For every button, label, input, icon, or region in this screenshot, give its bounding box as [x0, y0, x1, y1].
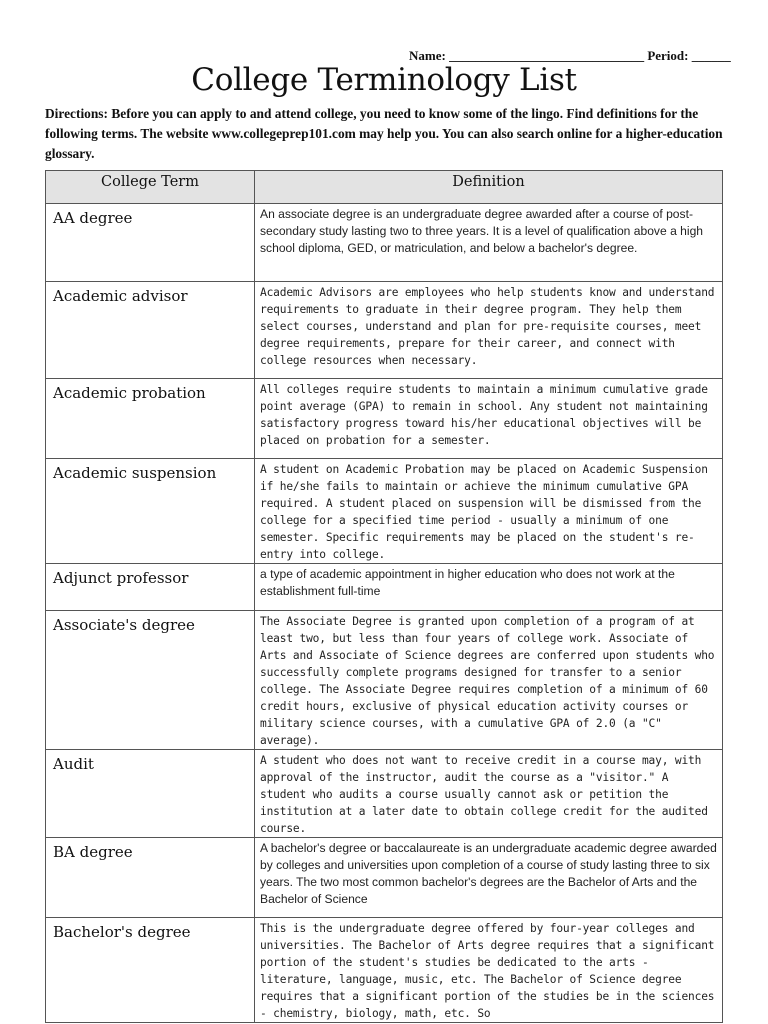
definition-cell: This is the undergraduate degree offered by four-year colleges and universities. The Bachelor of Arts degree requires that a significant portion of the student's studies be dedicated to the arts - literature, language, music, etc. The Bachelor of Science degree requires that a significant portion of the studies be in the sciences - chemistry, biology, math, etc. So	[255, 918, 723, 1023]
definition-cell: An associate degree is an undergraduate degree awarded after a course of post-secondary study lasting two to three years. It is a level of qualification above a high school diploma, GED, or matriculation, and below a bachelor's degree.	[255, 204, 723, 282]
definition-cell: a type of academic appointment in higher education who does not work at the establishment full-time	[255, 564, 723, 611]
name-blank: ______________________________	[449, 48, 645, 63]
page-title: College Terminology List	[191, 62, 577, 98]
table-row	[46, 750, 723, 838]
term-cell: Audit	[46, 750, 255, 838]
definition-cell: A student on Academic Probation may be placed on Academic Suspension if he/she fails to maintain or achieve the minimum cumulative GPA required. A student placed on suspension will be dismissed from the college for a specified time period - usually a minimum of one semester. Specific requirements may be placed on the student's re-entry into college.	[255, 459, 723, 564]
directions-label: Directions:	[45, 106, 108, 121]
table-header-row	[46, 171, 723, 204]
term-cell: Adjunct professor	[46, 564, 255, 611]
table-row	[46, 459, 723, 564]
directions-text: Before you can apply to and attend college, you need to know some of the lingo. Find definitions for the following terms. The website www.collegeprep101.com may help you. You can also search online for a higher-education glossary.	[45, 106, 723, 161]
term-cell: AA degree	[46, 204, 255, 282]
definition-cell: The Associate Degree is granted upon completion of a program of at least two, but less than four years of college work. Associate of Arts and Associate of Science degrees are conferred upon students who successfully complete programs designed for transfer to a senior college. The Associate Degree requires completion of a minimum of 60 credit hours, exclusive of physical education activity courses or military science courses, with a cumulative GPA of 2.0 (a "C" average).	[255, 611, 723, 750]
directions-paragraph	[45, 104, 735, 164]
table-row	[46, 204, 723, 282]
definition-cell: A student who does not want to receive credit in a course may, with approval of the instructor, audit the course as a "visitor." A student who audits a course usually cannot ask or petition the institution at a later date to obtain college credit for the audited course.	[255, 750, 723, 838]
definition-cell: Academic Advisors are employees who help students know and understand requirements to graduate in their degree program. They help them select courses, understand and plan for pre-requisite courses, meet degree requirements, prepare for their career, and connect with college resources when necessary.	[255, 282, 723, 379]
table-row	[46, 611, 723, 750]
definition-cell: A bachelor's degree or baccalaureate is an undergraduate academic degree awarded by colleges and universities upon completion of a course of study lasting three to six years. The two most common bachelor's degrees are the Bachelor of Arts and the Bachelor of Science	[255, 838, 723, 918]
period-blank: ______	[691, 48, 731, 63]
term-cell: Associate's degree	[46, 611, 255, 750]
term-cell: Academic advisor	[46, 282, 255, 379]
term-cell: Academic suspension	[46, 459, 255, 564]
table-row	[46, 918, 723, 1023]
table-row	[46, 838, 723, 918]
term-cell: Academic probation	[46, 379, 255, 459]
term-cell: Bachelor's degree	[46, 918, 255, 1023]
table-row	[46, 379, 723, 459]
name-label: Name:	[409, 48, 446, 63]
table-row	[46, 564, 723, 611]
column-header-term: College Term	[46, 171, 255, 204]
term-cell: BA degree	[46, 838, 255, 918]
terminology-table	[45, 170, 723, 1023]
period-label: Period:	[647, 48, 689, 63]
column-header-definition: Definition	[255, 171, 723, 204]
definition-cell: All colleges require students to maintain a minimum cumulative grade point average (GPA) to remain in school. Any student not maintaining satisfactory progress toward his/her educational objectives will be placed on probation for a semester.	[255, 379, 723, 459]
table-row	[46, 282, 723, 379]
